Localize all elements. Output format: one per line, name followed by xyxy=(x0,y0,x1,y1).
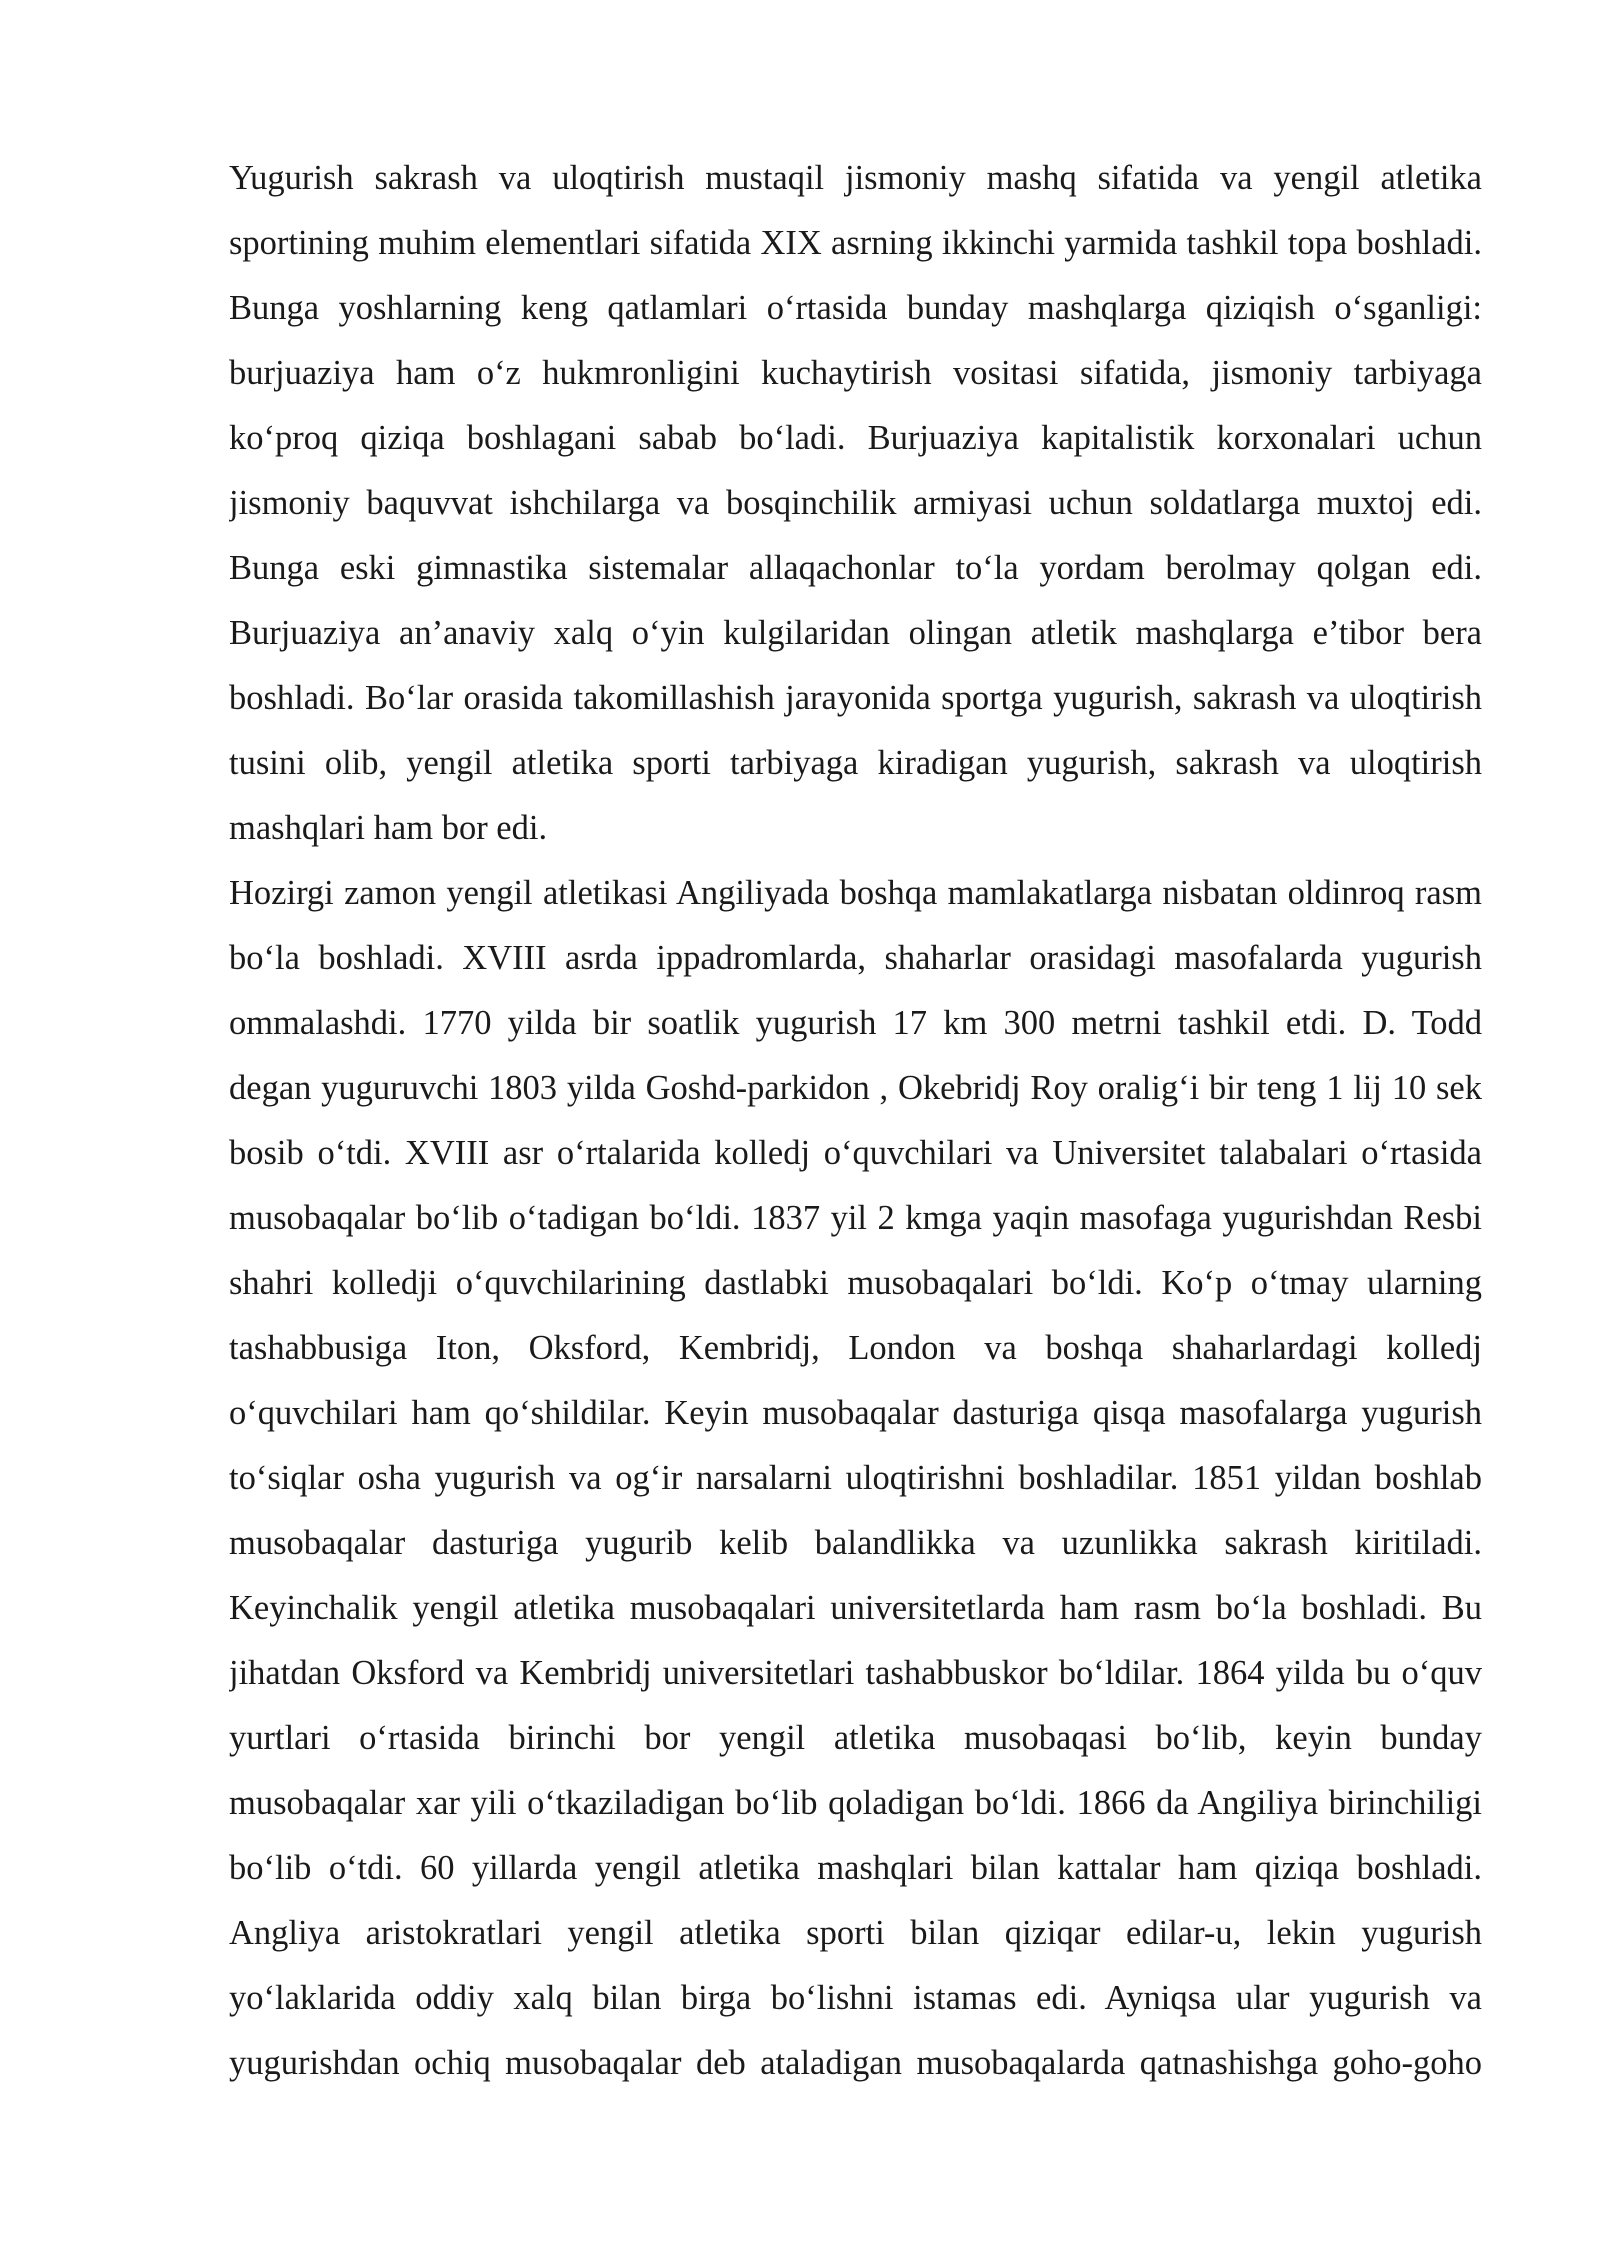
text-line: degan yuguruvchi 1803 yilda Goshd-parkidon , Okebridj Roy oralig‘i bir teng 1 lij 10 sek xyxy=(229,1069,1482,1107)
paragraph-end-line: mashqlari ham bor edi. xyxy=(229,809,548,847)
text-line: Yugurish sakrash va uloqtirish mustaqil jismoniy mashq sifatida va yengil atletika xyxy=(229,159,1482,197)
text-line: Hozirgi zamon yengil atletikasi Angiliyada boshqa mamlakatlarga nisbatan oldinroq rasm xyxy=(229,874,1482,912)
text-line: jihatdan Oksford va Kembridj universitetlari tashabbuskor bo‘ldilar. 1864 yilda bu o‘quv xyxy=(229,1654,1482,1692)
text-line: to‘siqlar osha yugurish va og‘ir narsalarni uloqtirishni boshladilar. 1851 yildan boshlab xyxy=(229,1459,1482,1497)
text-line: yo‘laklarida oddiy xalq bilan birga bo‘lishni istamas edi. Ayniqsa ular yugurish va xyxy=(229,1979,1482,2017)
text-line: tashabbusiga Iton, Oksford, Kembridj, London va boshqa shaharlardagi kolledj xyxy=(229,1329,1482,1367)
text-line: Burjuaziya an’anaviy xalq o‘yin kulgilaridan olingan atletik mashqlarga e’tibor bera xyxy=(229,614,1482,652)
text-line: burjuaziya ham o‘z hukmronligini kuchaytirish vositasi sifatida, jismoniy tarbiyaga xyxy=(229,354,1482,392)
text-line: Bunga eski gimnastika sistemalar allaqachonlar to‘la yordam berolmay qolgan edi. xyxy=(229,549,1482,587)
text-line: musobaqalar bo‘lib o‘tadigan bo‘ldi. 1837 yil 2 kmga yaqin masofaga yugurishdan Resbi xyxy=(229,1199,1482,1237)
text-line: jismoniy baquvvat ishchilarga va bosqinchilik armiyasi uchun soldatlarga muxtoj edi. xyxy=(229,484,1482,522)
text-line: musobaqalar dasturiga yugurib kelib balandlikka va uzunlikka sakrash kiritiladi. xyxy=(229,1524,1482,1562)
text-line: o‘quvchilari ham qo‘shildilar. Keyin musobaqalar dasturiga qisqa masofalarga yugurish xyxy=(229,1394,1482,1432)
text-line: tusini olib, yengil atletika sporti tarbiyaga kiradigan yugurish, sakrash va uloqtirish xyxy=(229,744,1482,782)
text-line: Angliya aristokratlari yengil atletika sporti bilan qiziqar edilar-u, lekin yugurish xyxy=(229,1914,1482,1952)
text-line: bo‘la boshladi. XVIII asrda ippadromlarda, shaharlar orasidagi masofalarda yugurish xyxy=(229,939,1482,977)
text-line: ommalashdi. 1770 yilda bir soatlik yugurish 17 km 300 metrni tashkil etdi. D. Todd xyxy=(229,1004,1482,1042)
text-line: shahri kolledji o‘quvchilarining dastlabki musobaqalari bo‘ldi. Ko‘p o‘tmay ularning xyxy=(229,1264,1482,1302)
text-line: ko‘proq qiziqa boshlagani sabab bo‘ladi. Burjuaziya kapitalistik korxonalari uchun xyxy=(229,419,1482,457)
text-line: boshladi. Bo‘lar orasida takomillashish jarayonida sportga yugurish, sakrash va uloqtirish xyxy=(229,679,1482,717)
text-line: bo‘lib o‘tdi. 60 yillarda yengil atletika mashqlari bilan kattalar ham qiziqa boshladi. xyxy=(229,1849,1482,1887)
text-line: bosib o‘tdi. XVIII asr o‘rtalarida kolledj o‘quvchilari va Universitet talabalari o‘rtasida xyxy=(229,1134,1482,1172)
text-line: yugurishdan ochiq musobaqalar deb ataladigan musobaqalarda qatnashishga goho-goho xyxy=(229,2044,1482,2082)
text-line: Keyinchalik yengil atletika musobaqalari universitetlarda ham rasm bo‘la boshladi. Bu xyxy=(229,1589,1482,1627)
text-line: yurtlari o‘rtasida birinchi bor yengil atletika musobaqasi bo‘lib, keyin bunday xyxy=(229,1719,1482,1757)
body-text xyxy=(229,146,1482,2096)
text-line: musobaqalar xar yili o‘tkaziladigan bo‘lib qoladigan bo‘ldi. 1866 da Angiliya birinchiligi xyxy=(229,1784,1482,1822)
text-line: Bunga yoshlarning keng qatlamlari o‘rtasida bunday mashqlarga qiziqish o‘sganligi: xyxy=(229,289,1482,327)
text-line: sportining muhim elementlari sifatida XIX asrning ikkinchi yarmida tashkil topa boshladi. xyxy=(229,224,1482,262)
